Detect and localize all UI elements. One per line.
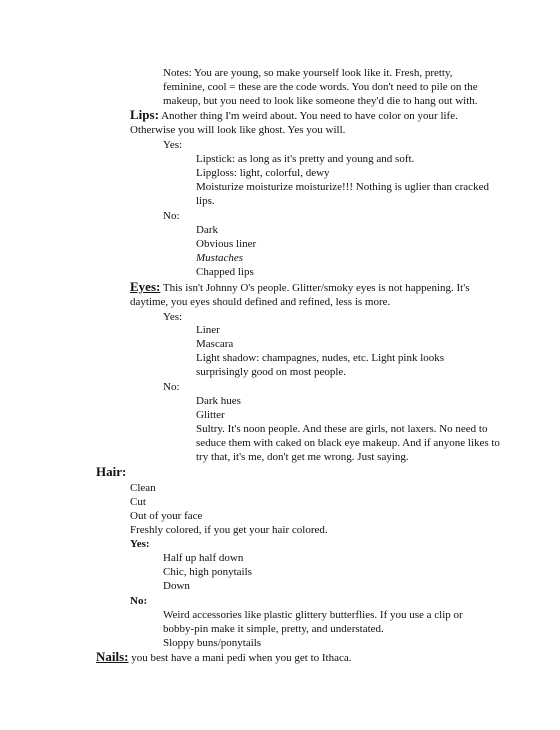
eyes-no-item: Glitter [196,409,225,421]
notes-paragraph: Notes: You are young, so make yourself look like it. Fresh, pretty, feminine, cool = these are the code words. You don't need to pile on the makeup, but you need to look like someone they'd die to hang out with. [163,67,478,108]
lips-no-item: Obvious liner [196,238,257,250]
lips-yes-item: Lipgloss: light, colorful, dewy [196,167,330,179]
hair-item: Cut [130,496,146,508]
lips-no-item: Chapped lips [196,266,254,278]
eyes-heading: Eyes: [130,279,161,294]
nails-heading: Nails: [96,649,129,664]
lips-no-item: Dark [196,224,218,236]
eyes-intro: This isn't Johnny O's people. Glitter/smoky eyes is not happening. It's daytime, you eyes should defined and refined, less is more. [130,282,470,309]
hair-yes-item: Down [163,580,190,592]
lips-yes-label: Yes: [163,139,183,151]
eyes-yes-item: Light shadow: champagnes, nudes, etc. Light pink looks surprisingly good on most people. [196,352,445,379]
lips-intro: Another thing I'm weird about. You need to have color on your life. Otherwise you will look like ghost. Yes you will. [130,110,458,137]
eyes-yes-item: Liner [196,324,220,336]
eyes-yes-label: Yes: [163,311,183,323]
lips-yes-item: Lipstick: as long as it's pretty and young and soft. [196,153,415,165]
nails-text: you best have a mani pedi when you get to Ithaca. [131,652,352,664]
eyes-no-label: No: [163,381,180,393]
hair-no-item: Weird accessories like plastic glittery butterflies. If you use a clip or bobby-pin make it simple, pretty, and understated. [163,609,463,636]
eyes-no-item: Sultry. It's noon people. And these are girls, not laxers. No need to seduce them with caked on black eye makeup. And if anyone likes to try that, it's me, don't get me wrong. Just saying. [196,423,500,464]
hair-no-label: No: [130,595,148,607]
nails-section [96,650,352,665]
hair-heading: Hair: [96,464,127,479]
eyes-yes-item: Mascara [196,338,234,350]
hair-item: Out of your face [130,510,203,522]
lips-heading: Lips: [130,107,159,122]
hair-item: Clean [130,482,156,494]
eyes-no-item: Dark hues [196,395,241,407]
lips-no-label: No: [163,210,180,222]
hair-yes-item: Half up half down [163,552,244,564]
lips-yes-item: Moisturize moisturize moisturize!!! Nothing is uglier than cracked lips. [196,181,489,208]
hair-item: Freshly colored, if you get your hair colored. [130,524,328,536]
lips-section [130,108,500,137]
hair-yes-item: Chic, high ponytails [163,566,252,578]
lips-no-item: Mustaches [196,252,244,264]
hair-no-item: Sloppy buns/ponytails [163,637,262,649]
hair-yes-label: Yes: [130,538,150,550]
eyes-section [130,280,500,309]
